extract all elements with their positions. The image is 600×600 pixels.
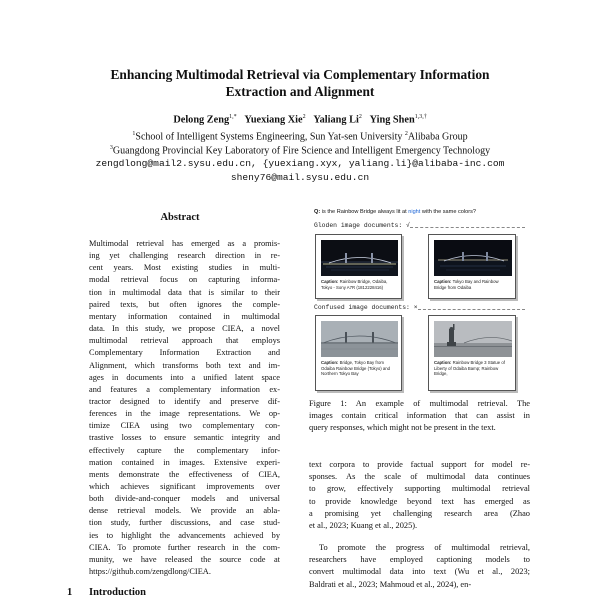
- caption-text: Rainbow Bridge 3 Statue of Liberty of Odaiba Bamp; Rainbow Bridge,: [434, 360, 505, 377]
- email-line-1: zengdlong@mail2.sysu.edu.cn, {yuexiang.xyx, yaliang.li}@alibaba-inc.com: [95, 158, 505, 169]
- abstract-line: https://github.com/zengdlong/CIEA.: [89, 567, 211, 577]
- abstract-line: ments demonstrate the effectiveness of CIEA,: [89, 469, 280, 479]
- image-document-card[interactable]: [315, 315, 402, 391]
- figure-question: [314, 209, 476, 215]
- figure-caption-line: query responses, which might not be present in the text.: [309, 423, 496, 432]
- body-line: to grow, effectively supporting multimodal retrieval: [309, 484, 530, 493]
- image-document-card[interactable]: [315, 234, 402, 299]
- body-line: et al., 2023; Kuang et al., 2025).: [309, 521, 418, 530]
- title-line-2: Extraction and Alignment: [225, 84, 375, 99]
- body-line: a promising yet challenging research area (Zhao: [309, 509, 530, 518]
- body-line: Baldrati et al., 2023; Mahmoud et al., 2024), en-: [309, 580, 472, 589]
- caption-label: Caption:: [321, 360, 339, 365]
- card-caption: [434, 279, 512, 290]
- body-line: researchers have employed captioning models to: [309, 555, 530, 564]
- figure-caption-line: images contain critical information that can assist in: [309, 411, 530, 420]
- abstract-line: Complementary Information Extraction and: [89, 348, 280, 358]
- night-bridge-photo: [321, 240, 398, 276]
- confused-documents-label: Confused image documents: ×: [314, 304, 418, 311]
- abstract-line: data. In this study, we propose CIEA, a novel: [89, 324, 280, 334]
- caption-label: Caption:: [321, 279, 339, 284]
- affiliation-2: Alibaba Group: [407, 131, 468, 143]
- divider-dashed: [410, 227, 525, 228]
- abstract-line: multimodal retrieval approach that employs: [89, 336, 280, 346]
- abstract-line: mentary information contained in multimodal: [89, 311, 280, 321]
- divider-dashed: [418, 309, 525, 310]
- body-line: convert multimodal data into text (Wu et al., 2023;: [309, 567, 530, 576]
- abstract-line: effectively capture the complementary infor-: [89, 445, 280, 455]
- author-name: Ying Shen: [369, 114, 415, 126]
- section-title: Introduction: [89, 587, 146, 598]
- abstract-line: tractor designed to identify and preserve dif-: [89, 396, 280, 406]
- author-name: Yuexiang Xie: [244, 114, 303, 126]
- question-text-b: with the same colors?: [420, 209, 477, 215]
- abstract-line: Multimodal retrieval has emerged as a promis-: [89, 239, 280, 248]
- author-sup: 2: [302, 114, 306, 120]
- abstract-line: ferences in the image representations. We op-: [89, 409, 280, 419]
- author-sup: 2: [358, 114, 362, 120]
- abstract-heading: Abstract: [160, 212, 200, 223]
- caption-text: Bridge, Tokyo Bay from Odaiba Rainbow Bridge (Tokyo) and Northern Tokyo Bay: [321, 360, 391, 377]
- image-document-card[interactable]: [428, 315, 516, 391]
- affiliation-line-2: [0, 142, 600, 157]
- abstract-line: trastive losses to ensure semantic integrity and: [89, 433, 280, 443]
- image-document-card[interactable]: [428, 234, 516, 299]
- card-caption: [434, 360, 512, 377]
- question-prefix: Q:: [314, 209, 321, 215]
- night-bay-photo: [434, 240, 512, 276]
- paper-title: [0, 66, 600, 100]
- author-name: Delong Zeng: [173, 114, 230, 126]
- body-line: to provide knowledge beyond text has emerged as: [309, 497, 530, 506]
- author-sup: 1,3,†: [414, 114, 427, 120]
- abstract-line: cent years. Most existing studies in multi-: [89, 263, 280, 273]
- question-text-a: is the Rainbow Bridge always lit at: [320, 209, 409, 215]
- abstract-line: ing yet challenging research direction in re-: [89, 251, 280, 261]
- author-list: [0, 114, 600, 125]
- abstract-line: and features a complementary information ex-: [89, 384, 280, 394]
- question-highlight-night: night: [408, 209, 421, 215]
- affiliation-sup: 2: [404, 131, 408, 137]
- statue-photo: [434, 321, 512, 357]
- abstract-line: CIEA. To promote further research in the com-: [89, 542, 280, 552]
- abstract-line: timize CIEA using two complementary con-: [89, 421, 280, 431]
- body-line: To promote the progress of multimodal retrieval,: [319, 543, 530, 552]
- caption-text: Rainbow Bridge, Odaiba, Tokyo - Sony A7R (1812228416): [321, 279, 388, 290]
- card-caption: [321, 360, 398, 377]
- affiliation-1: School of Intelligent Systems Engineering, Sun Yat-sen University: [135, 131, 403, 143]
- abstract-line: modal retrieval focus on capturing informa-: [89, 275, 280, 285]
- body-line: text corpora to provide factual support for model re-: [309, 460, 530, 469]
- caption-text: Tokyo Bay and Rainbow Bridge from Odaiba: [434, 279, 499, 290]
- abstract-line: paired texts, but often ignores the comple-: [89, 299, 280, 309]
- abstract-line: which achieves significant improvements over: [89, 482, 280, 491]
- abstract-line: ages in documents into a unified latent space: [89, 372, 280, 382]
- abstract-line: Alignment, which transforms both text and im-: [89, 360, 280, 370]
- figure-caption-line: Figure 1: An example of multimodal retrieval. The: [309, 399, 530, 408]
- golden-documents-label: Gloden image documents: √: [314, 222, 410, 229]
- abstract-line: both divide-and-conquer models and universal: [89, 494, 280, 504]
- abstract-line: tion study, further discussions, and case stud-: [89, 518, 280, 528]
- abstract-line: mation contained in images. Extensive experi-: [89, 457, 280, 467]
- affiliation-3: Guangdong Provincial Key Laboratory of Fire Science and Intelligent Emergency Technology: [112, 145, 491, 157]
- email-line-2: sheny76@mail.sysu.edu.cn: [230, 172, 370, 183]
- section-number: 1: [67, 587, 73, 598]
- abstract-line: munity, we have released the source code at: [89, 554, 280, 564]
- affiliation-sup: 3: [109, 145, 113, 151]
- body-line: sponses. As the scale of multimodal data continues: [309, 472, 530, 481]
- abstract-line: dense retrieval models. We provide an abla-: [89, 506, 280, 516]
- affiliation-sup: 1: [132, 131, 136, 137]
- abstract-line: tion in multimodal data that is similar to their: [89, 287, 280, 297]
- author-sup: 1,*: [229, 114, 237, 120]
- section-heading-introduction: [67, 587, 146, 598]
- caption-label: Caption:: [434, 360, 452, 365]
- day-bridge-photo: [321, 321, 398, 357]
- caption-label: Caption:: [434, 279, 452, 284]
- card-caption: [321, 279, 398, 290]
- author-name: Yaliang Li: [313, 114, 359, 126]
- title-line-1: Enhancing Multimodal Retrieval via Complementary Information: [110, 67, 490, 82]
- abstract-line: ies to highlight the advancements achieved by: [89, 530, 280, 540]
